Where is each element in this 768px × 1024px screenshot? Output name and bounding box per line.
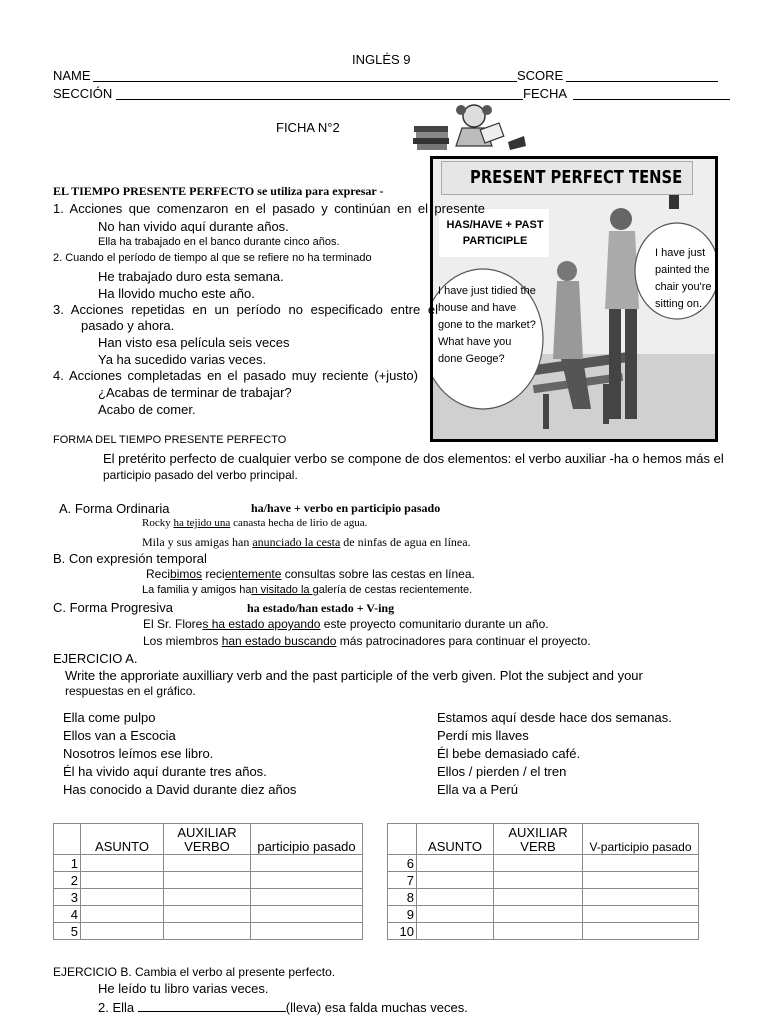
score-label: SCORE: [517, 68, 564, 83]
girl-head-icon: [463, 105, 485, 127]
answer-cell[interactable]: [583, 923, 699, 940]
sentence-6: Estamos aquí desde hace dos semanas.: [437, 710, 672, 725]
answer-cell[interactable]: [164, 923, 251, 940]
use-3-example-1: Han visto esa película seis veces: [98, 335, 290, 350]
form-a-example-1: Rocky ha tejido una canasta hecha de lirio de agua.: [142, 517, 368, 529]
use-3-example-2: Ya ha sucedido varias veces.: [98, 352, 267, 367]
form-a-label: A. Forma Ordinaria: [59, 501, 170, 516]
sheet-number: FICHA N°2: [276, 120, 340, 135]
exercise-b-line-2: 2. Ella (lleva) esa falda muchas veces.: [98, 1000, 468, 1015]
col-v-participio: V-participio pasado: [583, 824, 699, 855]
name-label: NAME: [53, 68, 91, 83]
table-header-row: [388, 824, 699, 855]
form-a-formula: ha/have + verbo en participio pasado: [251, 501, 441, 515]
exercise-a-instruction-1: Write the approriate auxilliary verb and the past participle of the verb given. Plot the subject and your: [65, 668, 643, 683]
form-intro-2: participio pasado del verbo principal.: [103, 468, 298, 482]
form-heading: FORMA DEL TIEMPO PRESENTE PERFECTO: [53, 434, 287, 446]
answer-cell[interactable]: [494, 872, 583, 889]
answer-cell[interactable]: [494, 906, 583, 923]
col-asunto: ASUNTO: [417, 824, 494, 855]
answer-cell[interactable]: [164, 855, 251, 872]
section-field[interactable]: [116, 99, 523, 100]
answer-cell[interactable]: [164, 906, 251, 923]
exercise-b-title: EJERCICIO B. Cambia el verbo al presente perfecto.: [53, 965, 336, 979]
form-a-example-2: Mila y sus amigas han anunciado la cesta de ninfas de agua en línea.: [142, 535, 471, 549]
col-participio: participio pasado: [251, 824, 363, 855]
form-b-example-1: Recibimos recientemente consultas sobre las cestas en línea.: [146, 567, 475, 581]
form-c-example-1: El Sr. Flores ha estado apoyando este proyecto comunitario durante un año.: [143, 617, 549, 631]
form-intro-1: El pretérito perfecto de cualquier verbo se compone de dos elementos: el verbo auxiliar -ha o hemos más el: [103, 451, 724, 466]
answer-cell[interactable]: [417, 872, 494, 889]
use-3: 3. Acciones repetidas en un período no especificado entre el: [53, 302, 438, 317]
answer-cell[interactable]: [81, 906, 164, 923]
table-row: 2: [54, 872, 363, 889]
answer-cell[interactable]: [164, 872, 251, 889]
use-2: 2. Cuando el período de tiempo al que se refiere no ha terminado: [53, 252, 372, 264]
use-1-example-2: Ella ha trabajado en el banco durante cinco años.: [98, 236, 340, 248]
col-auxiliar-verbo: AUXILIAR VERBO: [164, 824, 251, 855]
use-3-cont: pasado y ahora.: [81, 318, 175, 333]
girl-reading-clipart: [412, 102, 530, 154]
sentence-1: Ella come pulpo: [63, 710, 156, 725]
infographic-title: PRESENT PERFECT TENSE: [470, 167, 683, 188]
use-1: 1. Acciones que comenzaron en el pasado y continúan en el presente: [53, 201, 485, 216]
use-4-example-1: ¿Acabas de terminar de trabajar?: [98, 385, 292, 400]
sentence-4: Él ha vivido aquí durante tres años.: [63, 764, 267, 779]
sentence-7: Perdí mis llaves: [437, 728, 529, 743]
sentence-2: Ellos van a Escocia: [63, 728, 176, 743]
book-icon: [414, 126, 448, 132]
form-c-formula: ha estado/han estado + V-ing: [247, 601, 395, 615]
answer-cell[interactable]: [81, 855, 164, 872]
answer-cell[interactable]: [417, 855, 494, 872]
present-perfect-infographic: [430, 156, 718, 442]
form-c-example-2: Los miembros han estado buscando más patrocinadores para continuar el proyecto.: [143, 634, 591, 648]
use-1-example-1: No han vivido aquí durante años.: [98, 219, 289, 234]
worksheet-title: INGLÉS 9: [352, 52, 411, 67]
date-label: FECHA: [523, 86, 568, 101]
table-row: 5: [54, 923, 363, 940]
answer-cell[interactable]: [583, 906, 699, 923]
answer-cell[interactable]: [494, 855, 583, 872]
exercise-a-instruction-2: respuestas en el gráfico.: [65, 684, 196, 698]
answer-table-right: [387, 823, 699, 940]
table-row: 6: [388, 855, 699, 872]
name-field[interactable]: [93, 81, 517, 82]
answer-cell[interactable]: [583, 855, 699, 872]
answer-cell[interactable]: [251, 889, 363, 906]
score-field[interactable]: [566, 81, 718, 82]
use-4: 4. Acciones completadas en el pasado muy reciente (+justo): [53, 368, 418, 383]
use-2-example-1: He trabajado duro esta semana.: [98, 269, 284, 284]
answer-cell[interactable]: [251, 906, 363, 923]
answer-table-left: [53, 823, 363, 940]
answer-cell[interactable]: [583, 872, 699, 889]
exercise-a-title: EJERCICIO A.: [53, 651, 138, 666]
speech-bubble-left: I have just tidied the house and have gone to the market? What have you done Geoge?: [438, 285, 536, 365]
sentence-9: Ellos / pierden / el tren: [437, 764, 567, 779]
answer-cell[interactable]: [251, 923, 363, 940]
table-row: 8: [388, 889, 699, 906]
answer-cell[interactable]: [164, 889, 251, 906]
form-b-label: B. Con expresión temporal: [53, 551, 207, 566]
answer-cell[interactable]: [494, 923, 583, 940]
date-field[interactable]: [573, 99, 730, 100]
sentence-10: Ella va a Perú: [437, 782, 518, 797]
answer-cell[interactable]: [494, 889, 583, 906]
speech-bubble-right: I have just painted the chair you're sitting on.: [655, 247, 712, 310]
table-row: 3: [54, 889, 363, 906]
col-asunto: ASUNTO: [81, 824, 164, 855]
answer-cell[interactable]: [81, 889, 164, 906]
exercise-b-answer-field[interactable]: [138, 999, 286, 1012]
sentence-5: Has conocido a David durante diez años: [63, 782, 297, 797]
answer-cell[interactable]: [417, 889, 494, 906]
answer-cell[interactable]: [81, 923, 164, 940]
section-label: SECCIÓN: [53, 86, 113, 101]
table-row: 9: [388, 906, 699, 923]
use-4-example-2: Acabo de comer.: [98, 402, 196, 417]
answer-cell[interactable]: [81, 872, 164, 889]
answer-cell[interactable]: [251, 872, 363, 889]
answer-cell[interactable]: [417, 923, 494, 940]
table-header-row: [54, 824, 363, 855]
form-b-example-2: La familia y amigos han visitado la galería de cestas recientemente.: [142, 584, 473, 596]
sentence-3: Nosotros leímos ese libro.: [63, 746, 214, 761]
table-row: 10: [388, 923, 699, 940]
table-row: 1: [54, 855, 363, 872]
use-2-example-2: Ha llovido mucho este año.: [98, 286, 255, 301]
answer-cell[interactable]: [251, 855, 363, 872]
answer-cell[interactable]: [417, 906, 494, 923]
table-row: 4: [54, 906, 363, 923]
form-c-label: C. Forma Progresiva: [53, 600, 173, 615]
col-auxiliar-verb: AUXILIAR VERB: [494, 824, 583, 855]
infographic-formula: HAS/HAVE + PAST PARTICIPLE: [446, 219, 544, 247]
answer-cell[interactable]: [583, 889, 699, 906]
table-row: 7: [388, 872, 699, 889]
sentence-8: Él bebe demasiado café.: [437, 746, 581, 761]
exercise-b-line-1: He leído tu libro varias veces.: [98, 981, 269, 996]
uses-heading: EL TIEMPO PRESENTE PERFECTO se utiliza para expresar -: [53, 184, 384, 198]
